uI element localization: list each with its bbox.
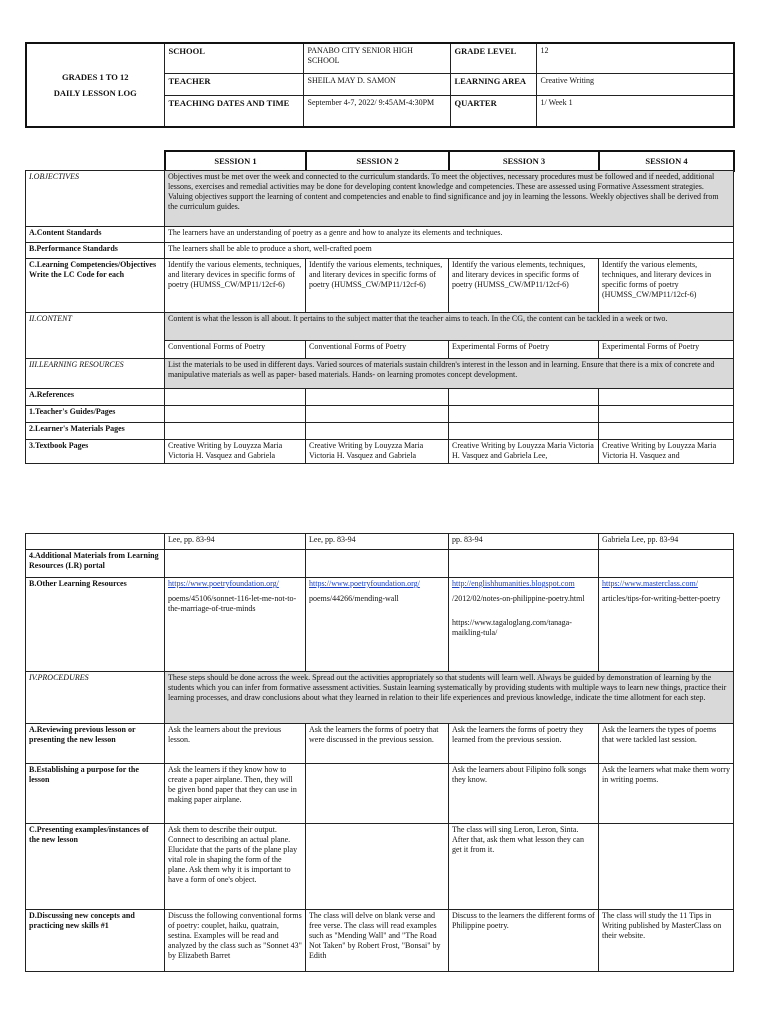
- dates-label: TEACHING DATES AND TIME: [164, 95, 303, 127]
- lesson-table-part-1: [25, 170, 734, 464]
- session-2-header: SESSION 2: [306, 151, 449, 171]
- content-standards-text: The learners have an understanding of poetry as a genre and how to analyze its elements and techniques.: [165, 227, 734, 243]
- content-text: Content is what the lesson is all about. It pertains to the subject matter that the teacher aims to teach. In the CG, the content can be tackled in a week or two.: [165, 313, 734, 341]
- purpose-cell: Ask the learners if they know how to create a paper airplane. Then, they will be given bond paper that they can use in making paper airplane.: [165, 764, 306, 824]
- session-4-header: SESSION 4: [599, 151, 734, 171]
- other-resource-cell: [449, 578, 599, 672]
- content-standards-label: A.Content Standards: [26, 227, 165, 243]
- review-label: A.Reviewing previous lesson or presenting the new lesson: [26, 724, 165, 764]
- competencies-label: [26, 259, 165, 313]
- review-cell: Ask the learners the forms of poetry that were discussed in the previous session.: [306, 724, 449, 764]
- other-resource-cell: [165, 578, 306, 672]
- competency-cell: Identify the various elements, techniques, and literary devices in specific forms of poetry (HUMSS_CW/MP11/12cf-6): [599, 259, 734, 313]
- empty-cell: [26, 534, 165, 550]
- resource-path: poems/44266/mending-wall: [309, 594, 399, 603]
- procedures-text: These steps should be done across the week. Spread out the activities appropriately so that students will learn well. Always be guided by demonstration of learning by the students which you can infer from formative assessment activities. Sustain learning systematically by providing students with multiple ways to learn new things, practice their learning processes, and draw conclusions about what they learned in relation to their life experiences and previous knowledge, indicate the time allotment for each step.: [165, 672, 734, 724]
- session-3-header: SESSION 3: [449, 151, 599, 171]
- competency-cell: Identify the various elements, techniques, and literary devices in specific forms of poetry (HUMSS_CW/MP11/12cf-6): [165, 259, 306, 313]
- procedures-label: IV.PROCEDURES: [26, 672, 165, 724]
- competencies-subtitle: Write the LC Code for each: [29, 270, 125, 279]
- teacher-label: TEACHER: [164, 73, 303, 95]
- review-cell: Ask the learners the types of poems that were tackled last session.: [599, 724, 734, 764]
- purpose-cell: Ask the learners about Filipino folk songs they know.: [449, 764, 599, 824]
- empty-cell: [599, 550, 734, 578]
- grade-label: GRADE LEVEL: [450, 43, 536, 73]
- empty-cell: [449, 406, 599, 423]
- textbook-cell: Creative Writing by Louyzza Maria Victoria H. Vasquez and Gabriela Lee,: [449, 440, 599, 464]
- competency-cell: Identify the various elements, techniques, and literary devices in specific forms of poetry (HUMSS_CW/MP11/12cf-6): [449, 259, 599, 313]
- teachers-guide-label: 1.Teacher's Guides/Pages: [26, 406, 165, 423]
- examples-cell: Ask them to describe their output. Connect to describing an actual plane. Elucidate that the parts of the plane play vital role in shaping the form of the plane. Ask them why it is important to have a form of one's object.: [165, 824, 306, 910]
- resource-path: /2012/02/notes-on-philippine-poetry.html: [452, 594, 585, 603]
- school-label: SCHOOL: [164, 43, 303, 73]
- empty-cell: [306, 389, 449, 406]
- log-title: [26, 43, 164, 127]
- area-label: LEARNING AREA: [450, 73, 536, 95]
- purpose-label: B.Establishing a purpose for the lesson: [26, 764, 165, 824]
- dates-value: September 4-7, 2022/ 9:45AM-4:30PM: [303, 95, 450, 127]
- learners-materials-label: 2.Learner's Materials Pages: [26, 423, 165, 440]
- discuss-cell: The class will delve on blank verse and free verse. The class will read examples such as "Mending Wall" and "The Road Not Taken" by Robert Frost, "Bonsai" by Edith: [306, 910, 449, 972]
- resource-link[interactable]: https://www.masterclass.com/: [602, 579, 698, 588]
- textbook-cell: Creative Writing by Louyzza Maria Victoria H. Vasquez and Gabriela: [165, 440, 306, 464]
- session-1-header: SESSION 1: [165, 151, 306, 171]
- content-cell: Conventional Forms of Poetry: [306, 341, 449, 359]
- content-cell: Conventional Forms of Poetry: [165, 341, 306, 359]
- empty-cell: [449, 550, 599, 578]
- textbook-cont-cell: Lee, pp. 83-94: [306, 534, 449, 550]
- discuss-cell: Discuss to the learners the different forms of Philippine poetry.: [449, 910, 599, 972]
- area-value: Creative Writing: [536, 73, 734, 95]
- empty-cell: [599, 389, 734, 406]
- content-cell: Experimental Forms of Poetry: [449, 341, 599, 359]
- review-cell: Ask the learners the forms of poetry they learned from the previous session.: [449, 724, 599, 764]
- resource-path: poems/45106/sonnet-116-let-me-not-to-the-marriage-of-true-minds: [168, 594, 297, 613]
- lesson-table-part-2: [25, 533, 734, 972]
- teacher-value: SHEILA MAY D. SAMON: [303, 73, 450, 95]
- discuss-label: D.Discussing new concepts and practicing new skills #1: [26, 910, 165, 972]
- title-line-1: GRADES 1 TO 12: [61, 72, 129, 82]
- purpose-cell: Ask the learners what make them worry in writing poems.: [599, 764, 734, 824]
- examples-cell: The class will sing Leron, Leron, Sinta. After that, ask them what lesson they can get it from it.: [449, 824, 599, 910]
- other-resources-label: B.Other Learning Resources: [26, 578, 165, 672]
- session-header-row: [164, 150, 735, 172]
- textbook-cell: Creative Writing by Louyzza Maria Victoria H. Vasquez and: [599, 440, 734, 464]
- empty-cell: [599, 423, 734, 440]
- title-line-2: DAILY LESSON LOG: [53, 88, 137, 98]
- performance-standards-text: The learners shall be able to produce a short, well-crafted poem: [165, 243, 734, 259]
- resources-text: List the materials to be used in different days. Varied sources of materials sustain children's interest in the lesson and in learning. Ensure that there is a mix of concrete and manipulative materials as well as paper- based materials. Hands- on learning promotes concept development.: [165, 359, 734, 389]
- empty-cell: [165, 423, 306, 440]
- empty-cell: [306, 550, 449, 578]
- empty-cell: [306, 423, 449, 440]
- empty-cell: [165, 550, 306, 578]
- resource-path: articles/tips-for-writing-better-poetry: [602, 594, 721, 603]
- competencies-title: C.Learning Competencies/Objectives: [29, 260, 157, 269]
- empty-cell: [599, 406, 734, 423]
- references-label: A.References: [26, 389, 165, 406]
- textbook-cont-cell: pp. 83-94: [449, 534, 599, 550]
- empty-cell: [306, 406, 449, 423]
- discuss-cell: The class will study the 11 Tips in Writing published by MasterClass on their website.: [599, 910, 734, 972]
- examples-cell: [599, 824, 734, 910]
- other-resource-cell: [306, 578, 449, 672]
- quarter-value: 1/ Week 1: [536, 95, 734, 127]
- textbook-label: 3.Textbook Pages: [26, 440, 165, 464]
- additional-materials-label: 4.Additional Materials from Learning Resources (LR) portal: [26, 550, 165, 578]
- content-label: II.CONTENT: [26, 313, 165, 359]
- empty-cell: [449, 423, 599, 440]
- resource-link[interactable]: http://englishhumanities.blogspot.com: [452, 579, 575, 588]
- resource-link[interactable]: https://www.poetryfoundation.org/: [309, 579, 420, 588]
- school-value: PANABO CITY SENIOR HIGH SCHOOL: [303, 43, 450, 73]
- quarter-label: QUARTER: [450, 95, 536, 127]
- grade-value: 12: [536, 43, 734, 73]
- objectives-label: I.OBJECTIVES: [26, 171, 165, 227]
- review-cell: Ask the learners about the previous lesson.: [165, 724, 306, 764]
- lesson-log-header: [25, 42, 735, 128]
- empty-cell: [165, 406, 306, 423]
- objectives-text: Objectives must be met over the week and connected to the curriculum standards. To meet the objectives, necessary procedures must be followed and if needed, additional lessons, exercises and remedial activities may be done for developing content knowledge and competencies. These are assessed using Formative Assessment strategies. Valuing objectives support the learning of content and competencies and enable to find significance and joy in learning the lessons. Weekly objectives shall be derived from the curriculum guides.: [165, 171, 734, 227]
- textbook-cont-cell: Gabriela Lee, pp. 83-94: [599, 534, 734, 550]
- textbook-cell: Creative Writing by Louyzza Maria Victoria H. Vasquez and Gabriela: [306, 440, 449, 464]
- discuss-cell: Discuss the following conventional forms of poetry: couplet, haiku, quatrain, sestina. Examples will be read and analyzed by the class such as "Sonnet 43" by Elizabeth Barret: [165, 910, 306, 972]
- examples-cell: [306, 824, 449, 910]
- textbook-cont-cell: Lee, pp. 83-94: [165, 534, 306, 550]
- examples-label: C.Presenting examples/instances of the new lesson: [26, 824, 165, 910]
- resource-link[interactable]: https://www.poetryfoundation.org/: [168, 579, 279, 588]
- purpose-cell: [306, 764, 449, 824]
- competency-cell: Identify the various elements, techniques, and literary devices in specific forms of poetry (HUMSS_CW/MP11/12cf-6): [306, 259, 449, 313]
- resource-extra-link: https://www.tagaloglang.com/tanaga-maikling-tula/: [452, 618, 572, 637]
- content-cell: Experimental Forms of Poetry: [599, 341, 734, 359]
- empty-cell: [449, 389, 599, 406]
- performance-standards-label: B.Performance Standards: [26, 243, 165, 259]
- other-resource-cell: [599, 578, 734, 672]
- resources-label: III.LEARNING RESOURCES: [26, 359, 165, 389]
- empty-cell: [165, 389, 306, 406]
